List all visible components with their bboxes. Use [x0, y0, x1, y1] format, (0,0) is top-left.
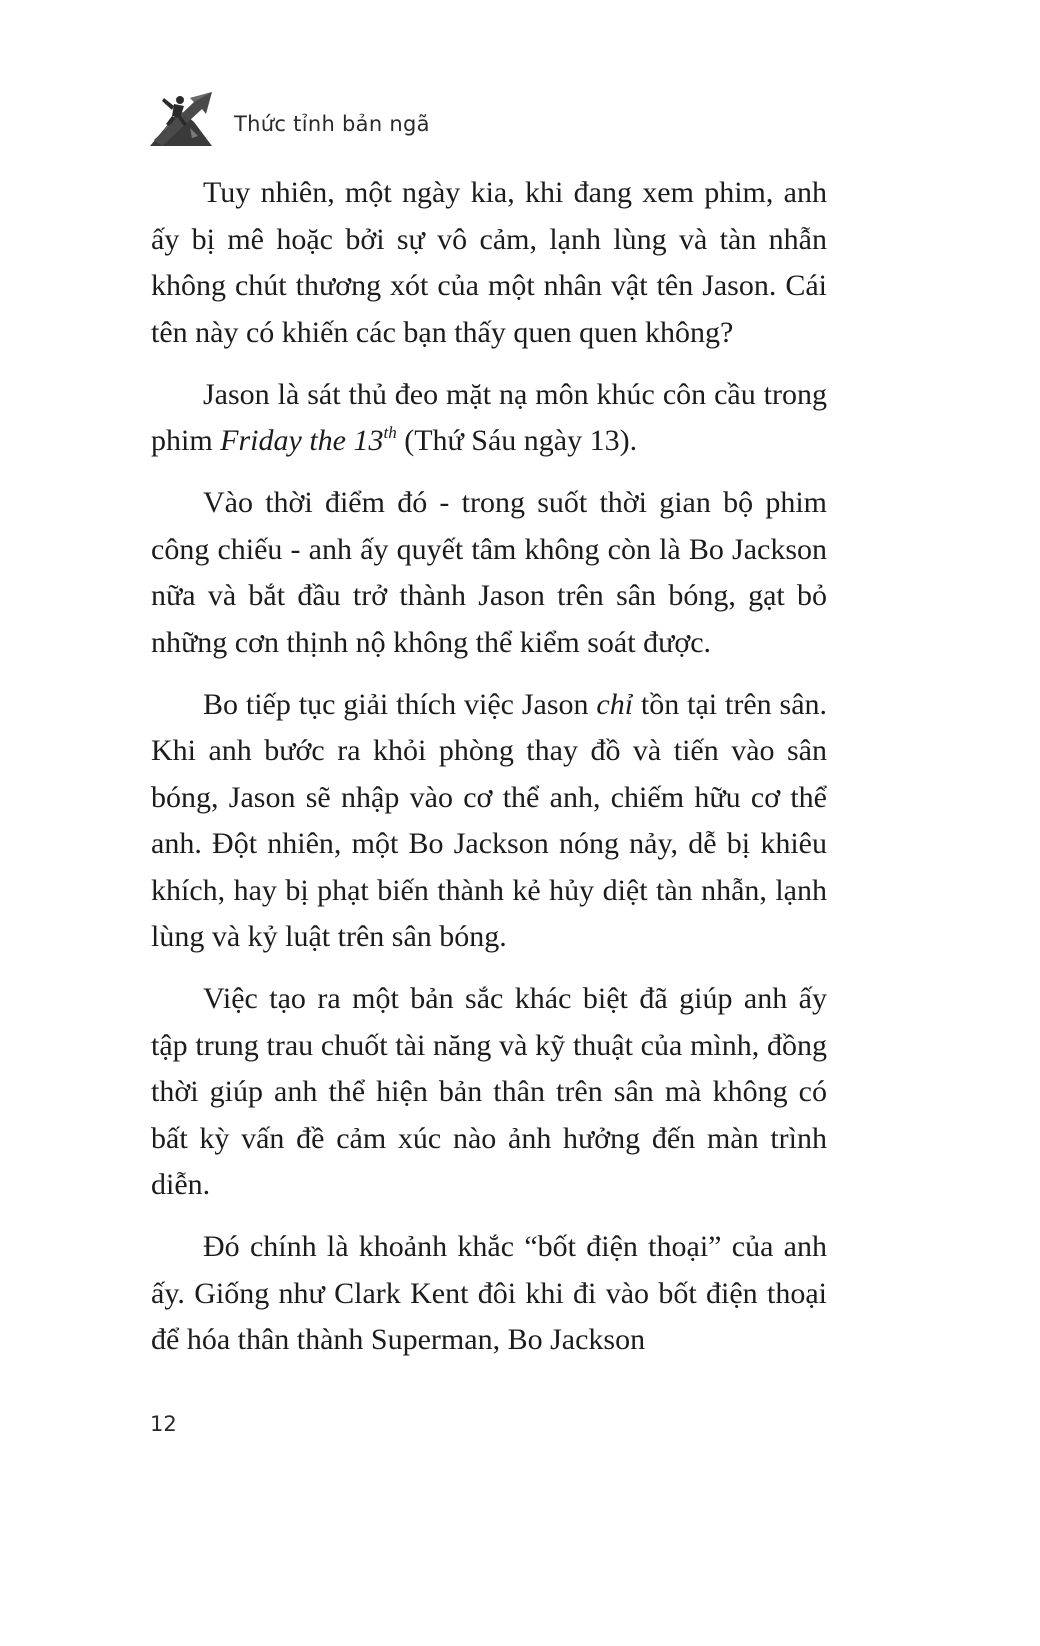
page-number: 12 — [150, 1412, 177, 1436]
body-text — [151, 170, 827, 1379]
paragraph — [151, 170, 827, 356]
ordinal-suffix: th — [383, 423, 397, 442]
paragraph — [151, 1224, 827, 1364]
paragraph-text: Jason là sát thủ đeo mặt nạ môn khúc côn cầu trong phim — [151, 377, 827, 457]
paragraph — [151, 682, 827, 961]
paragraph-text: Tuy nhiên, một ngày kia, khi đang xem phim, anh ấy bị mê hoặc bởi sự vô cảm, lạnh lùng và tàn nhẫn không chút thương xót của một nhân vật tên Jason. Cái tên này có khiến các bạn thấy quen quen không? — [151, 176, 827, 349]
paragraph-text: Bo tiếp tục giải thích việc Jason — [203, 687, 597, 721]
paragraph-text: Đó chính là khoảnh khắc “bốt điện thoại” của anh ấy. Giống như Clark Kent đôi khi đi vào bốt điện thoại để hóa thân thành Superman, Bo Jackson — [151, 1230, 827, 1356]
running-header-title: Thức tỉnh bản ngã — [234, 112, 430, 136]
film-title: Friday the 13 — [220, 424, 384, 457]
emphasis-text: chỉ — [596, 687, 634, 721]
running-header — [150, 88, 430, 148]
paragraph — [151, 480, 827, 666]
paragraph-text: tồn tại trên sân. Khi anh bước ra khỏi phòng thay đồ và tiến vào sân bóng, Jason sẽ nhập vào cơ thể anh, chiếm hữu cơ thể anh. Đột nhiên, một Bo Jackson nóng nảy, dễ bị khiêu khích, hay bị phạt biến thành kẻ hủy diệt tàn nhẫn, lạnh lùng và kỷ luật trên sân bóng. — [151, 687, 828, 953]
paragraph — [151, 976, 827, 1209]
paragraph-text: Việc tạo ra một bản sắc khác biệt đã giúp anh ấy tập trung trau chuốt tài năng và kỹ thuật của mình, đồng thời giúp anh thể hiện bản thân trên sân mà không có bất kỳ vấn đề cảm xúc nào ảnh hưởng đến màn trình diễn. — [151, 982, 827, 1201]
paragraph — [151, 372, 827, 465]
paragraph-text: Vào thời điểm đó - trong suốt thời gian bộ phim công chiếu - anh ấy quyết tâm không còn là Bo Jackson nữa và bắt đầu trở thành Jason trên sân bóng, gạt bỏ những cơn thịnh nộ không thể kiểm soát được. — [151, 486, 827, 659]
paragraph-text: (Thứ Sáu ngày 13). — [396, 424, 638, 457]
mountain-climber-arrow-icon — [150, 88, 218, 148]
